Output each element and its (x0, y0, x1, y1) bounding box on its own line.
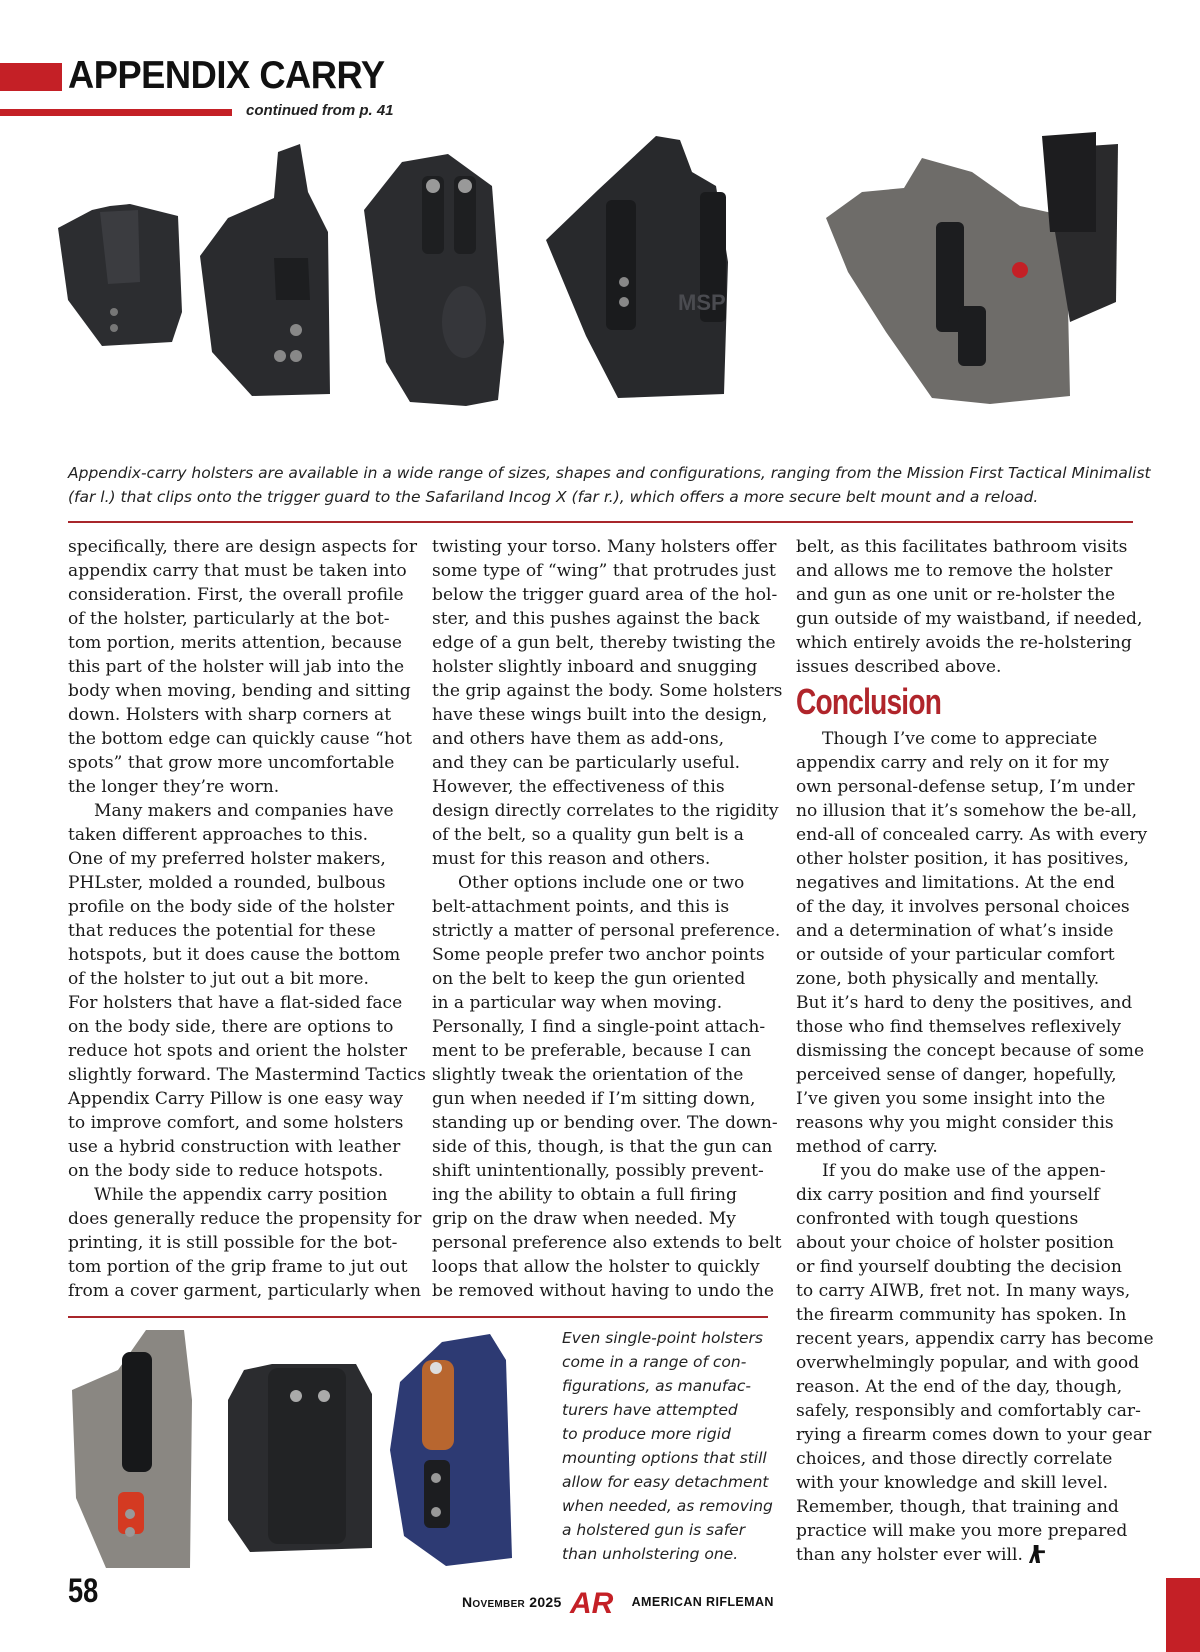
text-line: of the belt, so a quality gun belt is a (432, 825, 744, 845)
caption-line: to produce more rigid (562, 1425, 731, 1443)
text-line: ing the ability to obtain a full firing (432, 1185, 737, 1205)
text-line: on the body side, there are options to (68, 1017, 394, 1037)
body-column-3 (796, 535, 1154, 1567)
text-line: rying a firearm comes down to your gear (796, 1425, 1152, 1445)
text-line: confronted with tough questions (796, 1209, 1079, 1229)
magazine-logo-icon (568, 1588, 626, 1616)
text-line: and they can be particularly useful. (432, 753, 741, 773)
text-line: end-all of concealed carry. As with every (796, 825, 1148, 845)
text-line: Some people prefer two anchor points (432, 945, 765, 965)
text-line: of the day, it involves personal choices (796, 897, 1130, 917)
text-line: Many makers and companies have (94, 801, 394, 821)
text-line: ment to be preferable, because I can (432, 1041, 752, 1061)
text-line: have these wings built into the design, (432, 705, 768, 725)
body-column-2 (432, 535, 782, 1303)
text-line: zone, both physically and mentally. (796, 969, 1100, 989)
text-line: For holsters that have a flat-sided face (68, 993, 403, 1013)
text-line: of the holster, particularly at the bot- (68, 609, 390, 629)
text-line: tom portion, merits attention, because (68, 633, 403, 653)
photo-rule (68, 1316, 768, 1318)
text-line: belt-attachment points, and this is (432, 897, 730, 917)
caption-rule (68, 521, 1133, 523)
text-line: side of this, though, is that the gun can (432, 1137, 773, 1157)
text-line: loops that allow the holster to quickly (432, 1257, 760, 1277)
text-line: choices, and those directly correlate (796, 1449, 1113, 1469)
text-line: specifically, there are design aspects for (68, 537, 417, 557)
text-line: shift unintentionally, possibly prevent- (432, 1161, 764, 1181)
text-line: Other options include one or two (458, 873, 745, 893)
footer (462, 1588, 774, 1616)
text-line: to improve comfort, and some holsters (68, 1113, 404, 1133)
conclusion-heading: Conclusion (796, 681, 942, 722)
text-line: and gun as one unit or re-holster the (796, 585, 1116, 605)
text-line: Appendix Carry Pillow is one easy way (68, 1089, 403, 1109)
page-title: APPENDIX CARRY (68, 54, 385, 97)
text-line: other holster position, it has positives, (796, 849, 1129, 869)
text-line: edge of a gun belt, thereby twisting the (432, 633, 776, 653)
end-mark-icon (1029, 1545, 1045, 1563)
text-line: method of carry. (796, 1137, 938, 1157)
top-photo-caption: Appendix-carry holsters are available in a wide range of sizes, shapes and configurations, ranging from the Mission First Tactical Minimalist (far l.) that clips onto the trigger guard to the Safariland Incog X (far r.), which offers a more secure belt mount and a reload. (68, 464, 1151, 506)
logo-letters: AR (569, 1588, 613, 1616)
text-line: practice will make you more prepared (796, 1521, 1128, 1541)
text-line: that reduces the potential for these (68, 921, 376, 941)
text-line: twisting your torso. Many holsters offer (432, 537, 777, 557)
issue-date: November 2025 (462, 1594, 562, 1610)
text-line: But it’s hard to deny the positives, and (796, 993, 1133, 1013)
caption-line: turers have attempted (562, 1401, 738, 1419)
text-line: which entirely avoids the re-holstering (796, 633, 1132, 653)
text-line: slightly tweak the orientation of the (432, 1065, 744, 1085)
text-line: and others have them as add-ons, (432, 729, 725, 749)
text-line: must for this reason and others. (432, 849, 711, 869)
text-line: the firearm community has spoken. In (796, 1305, 1127, 1325)
text-line: If you do make use of the appen- (822, 1161, 1106, 1181)
text-line: design directly correlates to the rigidity (432, 801, 779, 821)
continued-note: continued from p. 41 (246, 102, 394, 119)
text-line: below the trigger guard area of the hol- (432, 585, 778, 605)
body-column-1 (68, 535, 426, 1303)
text-line: dix carry position and find yourself (796, 1185, 1100, 1205)
page-number: 58 (68, 1572, 99, 1610)
text-line: spots” that grow more uncomfortable (68, 753, 395, 773)
text-line: negatives and limitations. At the end (796, 873, 1115, 893)
text-line: I’ve given you some insight into the (796, 1089, 1106, 1109)
text-line: One of my preferred holster makers, (68, 849, 386, 869)
text-line: use a hybrid construction with leather (68, 1137, 401, 1157)
caption-line: Even single-point holsters (562, 1329, 763, 1347)
text-line: from a cover garment, particularly when (68, 1281, 422, 1301)
text-line: PHLster, molded a rounded, bulbous (68, 873, 386, 893)
bottom-photo-caption (562, 1326, 782, 1566)
text-line: on the body side to reduce hotspots. (68, 1161, 384, 1181)
text-line: reasons why you might consider this (796, 1113, 1114, 1133)
text-line: dismissing the concept because of some (796, 1041, 1145, 1061)
text-line: tom portion of the grip frame to jut out (68, 1257, 408, 1277)
text-line: no illusion that it’s somehow the be-all, (796, 801, 1138, 821)
bottom-holster-photo (66, 1330, 554, 1570)
text-line: body when moving, bending and sitting (68, 681, 411, 701)
text-line: in a particular way when moving. (432, 993, 723, 1013)
text-line: perceived sense of danger, hopefully, (796, 1065, 1117, 1085)
column-3-conclusion (796, 727, 1154, 1567)
header-red-bar (0, 63, 62, 91)
text-line: of the holster to jut out a bit more. (68, 969, 369, 989)
caption-line: mounting options that still (562, 1449, 767, 1467)
caption-line: come in a range of con- (562, 1353, 747, 1371)
text-line: those who find themselves reflexively (796, 1017, 1121, 1037)
text-line: ster, and this pushes against the back (432, 609, 760, 629)
text-line: to carry AIWB, fret not. In many ways, (796, 1281, 1131, 1301)
text-line: grip on the draw when needed. My (432, 1209, 736, 1229)
text-line: Personally, I find a single-point attach- (432, 1017, 766, 1037)
text-line: be removed without having to undo the (432, 1281, 774, 1301)
text-line: on the belt to keep the gun oriented (432, 969, 746, 989)
text-line: slightly forward. The Mastermind Tactics (68, 1065, 426, 1085)
text-line: hotspots, but it does cause the bottom (68, 945, 401, 965)
text-line: this part of the holster will jab into the (68, 657, 405, 677)
text-line: However, the effectiveness of this (432, 777, 725, 797)
text-line: recent years, appendix carry has become (796, 1329, 1154, 1349)
text-line: overwhelmingly popular, and with good (796, 1353, 1140, 1373)
text-line: issues described above. (796, 657, 1002, 677)
text-line: some type of “wing” that protrudes just (432, 561, 776, 581)
text-line: than any holster ever will. (796, 1543, 1154, 1567)
column-3-intro (796, 535, 1154, 679)
page-edge-tab (1166, 1578, 1200, 1652)
text-line: own personal-defense setup, I’m under (796, 777, 1135, 797)
caption-line: a holstered gun is safer (562, 1521, 746, 1539)
caption-line: than unholstering one. (562, 1545, 739, 1563)
text-line: appendix carry and rely on it for my (796, 753, 1109, 773)
text-line: does generally reduce the propensity for (68, 1209, 422, 1229)
text-line: printing, it is still possible for the bot- (68, 1233, 398, 1253)
text-line: belt, as this facilitates bathroom visits (796, 537, 1128, 557)
text-line: standing up or bending over. The down- (432, 1113, 778, 1133)
magazine-name: AMERICAN RIFLEMAN (631, 1595, 774, 1609)
text-line: or outside of your particular comfort (796, 945, 1115, 965)
text-line: personal preference also extends to belt (432, 1233, 782, 1253)
text-line: with your knowledge and skill level. (796, 1473, 1109, 1493)
text-line: the bottom edge can quickly cause “hot (68, 729, 413, 749)
caption-line: allow for easy detachment (562, 1473, 769, 1491)
text-line: about your choice of holster position (796, 1233, 1115, 1253)
text-line: and allows me to remove the holster (796, 561, 1113, 581)
text-line: safely, responsibly and comfortably car- (796, 1401, 1141, 1421)
text-line: gun when needed if I’m sitting down, (432, 1089, 756, 1109)
text-line: the grip against the body. Some holsters (432, 681, 783, 701)
caption-line: figurations, as manufac- (562, 1377, 751, 1395)
text-line: down. Holsters with sharp corners at (68, 705, 392, 725)
text-line: taken different approaches to this. (68, 825, 369, 845)
text-line: and a determination of what’s inside (796, 921, 1114, 941)
text-line: gun outside of my waistband, if needed, (796, 609, 1143, 629)
text-line: While the appendix carry position (94, 1185, 388, 1205)
text-line: reduce hot spots and orient the holster (68, 1041, 408, 1061)
msp-mark-m: MSP (678, 290, 726, 315)
caption-line: when needed, as removing (562, 1497, 773, 1515)
text-line: the longer they’re worn. (68, 777, 280, 797)
text-line: Though I’ve come to appreciate (822, 729, 1098, 749)
text-line: strictly a matter of personal preference. (432, 921, 781, 941)
text-line: appendix carry that must be taken into (68, 561, 407, 581)
header-underline (0, 109, 232, 116)
text-line: or find yourself doubting the decision (796, 1257, 1122, 1277)
text-line: Remember, though, that training and (796, 1497, 1119, 1517)
holster-black (228, 1364, 372, 1552)
text-line: consideration. First, the overall profile (68, 585, 404, 605)
text-line: reason. At the end of the day, though, (796, 1377, 1123, 1397)
text-line: holster slightly inboard and snugging (432, 657, 758, 677)
top-holster-photo (52, 132, 1172, 454)
text-line: profile on the body side of the holster (68, 897, 395, 917)
